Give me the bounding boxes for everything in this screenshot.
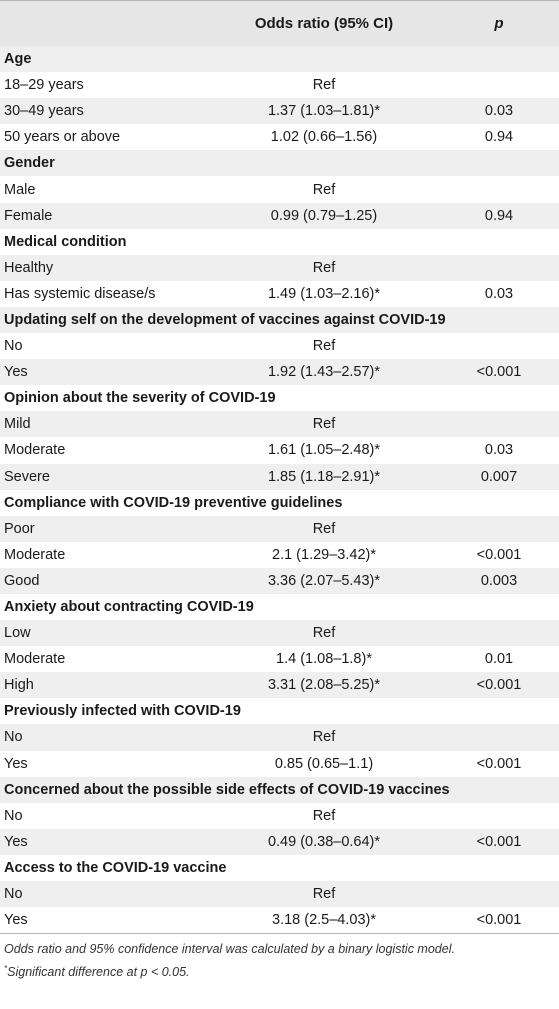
- row-label: Low: [4, 625, 31, 642]
- table-row: [0, 359, 559, 385]
- section-heading-row: [0, 777, 559, 803]
- table-row: [0, 333, 559, 359]
- p-value-cell: 0.03: [484, 285, 514, 302]
- odds-ratio-cell: 1.37 (1.03–1.81)*: [267, 103, 381, 120]
- footnote-marker: *: [4, 964, 8, 974]
- odds-ratio-cell: Ref: [312, 338, 336, 355]
- p-value-cell: 0.03: [484, 442, 514, 459]
- section-heading-row: [0, 385, 559, 411]
- row-label: Mild: [4, 416, 31, 433]
- table-row: [0, 203, 559, 229]
- odds-ratio-cell: 0.49 (0.38–0.64)*: [267, 833, 381, 850]
- odds-ratio-cell: Ref: [312, 416, 336, 433]
- odds-ratio-cell: 3.31 (2.08–5.25)*: [267, 677, 381, 694]
- row-label: No: [4, 807, 23, 824]
- p-value-cell: <0.001: [476, 755, 522, 772]
- table-row: [0, 411, 559, 437]
- table-header: [0, 0, 559, 46]
- table-row: [0, 907, 559, 933]
- row-label: 30–49 years: [4, 103, 84, 120]
- p-value-cell: 0.007: [480, 468, 518, 485]
- table-row: [0, 437, 559, 463]
- section-heading-row: [0, 490, 559, 516]
- section-heading: Compliance with COVID-19 preventive guidelines: [4, 494, 343, 511]
- odds-ratio-cell: 0.85 (0.65–1.1): [274, 755, 374, 772]
- section-heading-row: [0, 855, 559, 881]
- section-heading: Anxiety about contracting COVID-19: [4, 599, 254, 616]
- row-label: Male: [4, 181, 36, 198]
- row-label: Good: [4, 572, 40, 589]
- footnote-method: Odds ratio and 95% confidence interval was calculated by a binary logistic model.: [4, 942, 455, 957]
- table-row: [0, 803, 559, 829]
- section-heading: Access to the COVID-19 vaccine: [4, 859, 227, 876]
- odds-ratio-cell: 1.02 (0.66–1.56): [270, 129, 378, 146]
- row-label: Healthy: [4, 259, 54, 276]
- table-row: [0, 724, 559, 750]
- p-value-cell: 0.03: [484, 103, 514, 120]
- p-value-cell: 0.01: [484, 651, 514, 668]
- odds-ratio-cell: 3.36 (2.07–5.43)*: [267, 572, 381, 589]
- p-value-cell: 0.94: [484, 129, 514, 146]
- row-label: 50 years or above: [4, 129, 121, 146]
- section-heading-row: [0, 46, 559, 72]
- row-label: Yes: [4, 364, 28, 381]
- section-heading: Concerned about the possible side effects of COVID-19 vaccines: [4, 781, 450, 798]
- p-value-cell: 0.003: [480, 572, 518, 589]
- row-label: Has systemic disease/s: [4, 285, 156, 302]
- odds-ratio-cell: 0.99 (0.79–1.25): [270, 207, 378, 224]
- table-row: [0, 829, 559, 855]
- row-label: High: [4, 677, 34, 694]
- row-label: No: [4, 338, 23, 355]
- footnote-significance-text: Significant difference at p < 0.05.: [7, 965, 190, 980]
- p-value-cell: 0.94: [484, 207, 514, 224]
- table-row: [0, 124, 559, 150]
- odds-ratio-cell: 3.18 (2.5–4.03)*: [272, 912, 376, 929]
- row-label: Moderate: [4, 546, 66, 563]
- p-value-cell: <0.001: [476, 546, 522, 563]
- odds-ratio-cell: Ref: [312, 77, 336, 94]
- section-heading: Updating self on the development of vaccines against COVID-19: [4, 311, 446, 328]
- odds-ratio-cell: 2.1 (1.29–3.42)*: [272, 546, 376, 563]
- odds-ratio-cell: Ref: [312, 520, 336, 537]
- table-row: [0, 542, 559, 568]
- row-label: Moderate: [4, 442, 66, 459]
- odds-ratio-cell: 1.85 (1.18–2.91)*: [267, 468, 381, 485]
- row-label: Poor: [4, 520, 35, 537]
- section-heading-row: [0, 150, 559, 176]
- odds-ratio-cell: Ref: [312, 625, 336, 642]
- p-value-cell: <0.001: [476, 912, 522, 929]
- section-heading-row: [0, 229, 559, 255]
- p-value-cell: <0.001: [476, 677, 522, 694]
- row-label: Female: [4, 207, 53, 224]
- odds-ratio-cell: Ref: [312, 807, 336, 824]
- row-label: Severe: [4, 468, 50, 485]
- table-row: [0, 98, 559, 124]
- section-heading-row: [0, 594, 559, 620]
- row-label: Yes: [4, 912, 28, 929]
- row-label: No: [4, 729, 23, 746]
- odds-ratio-cell: Ref: [312, 259, 336, 276]
- table-row: [0, 281, 559, 307]
- footnote-significance: [4, 959, 555, 982]
- header-col-p: p: [494, 15, 504, 32]
- table-row: [0, 568, 559, 594]
- odds-ratio-cell: Ref: [312, 886, 336, 903]
- odds-ratio-cell: 1.92 (1.43–2.57)*: [267, 364, 381, 381]
- header-col-odds-ratio: Odds ratio (95% CI): [254, 15, 394, 32]
- odds-ratio-cell: 1.4 (1.08–1.8)*: [276, 651, 372, 668]
- p-value-cell: <0.001: [476, 833, 522, 850]
- section-heading: Previously infected with COVID-19: [4, 703, 241, 720]
- section-heading: Opinion about the severity of COVID-19: [4, 390, 276, 407]
- odds-ratio-cell: Ref: [312, 181, 336, 198]
- section-heading: Medical condition: [4, 233, 127, 250]
- table-row: [0, 176, 559, 202]
- table-row: [0, 672, 559, 698]
- section-heading-row: [0, 698, 559, 724]
- p-value-cell: <0.001: [476, 364, 522, 381]
- odds-ratio-cell: Ref: [312, 729, 336, 746]
- table-footnotes: [0, 934, 559, 982]
- table-row: [0, 516, 559, 542]
- table-row: [0, 620, 559, 646]
- row-label: Yes: [4, 833, 28, 850]
- row-label: 18–29 years: [4, 77, 84, 94]
- table-row: [0, 751, 559, 777]
- row-label: No: [4, 886, 23, 903]
- row-label: Moderate: [4, 651, 66, 668]
- table-row: [0, 881, 559, 907]
- section-heading-row: [0, 307, 559, 333]
- table-row: [0, 646, 559, 672]
- odds-ratio-cell: 1.61 (1.05–2.48)*: [267, 442, 381, 459]
- table-row: [0, 464, 559, 490]
- row-label: Yes: [4, 755, 28, 772]
- odds-ratio-cell: 1.49 (1.03–2.16)*: [267, 285, 381, 302]
- section-heading: Age: [4, 51, 32, 68]
- table-body: [0, 46, 559, 933]
- table-row: [0, 72, 559, 98]
- table-row: [0, 255, 559, 281]
- section-heading: Gender: [4, 155, 55, 172]
